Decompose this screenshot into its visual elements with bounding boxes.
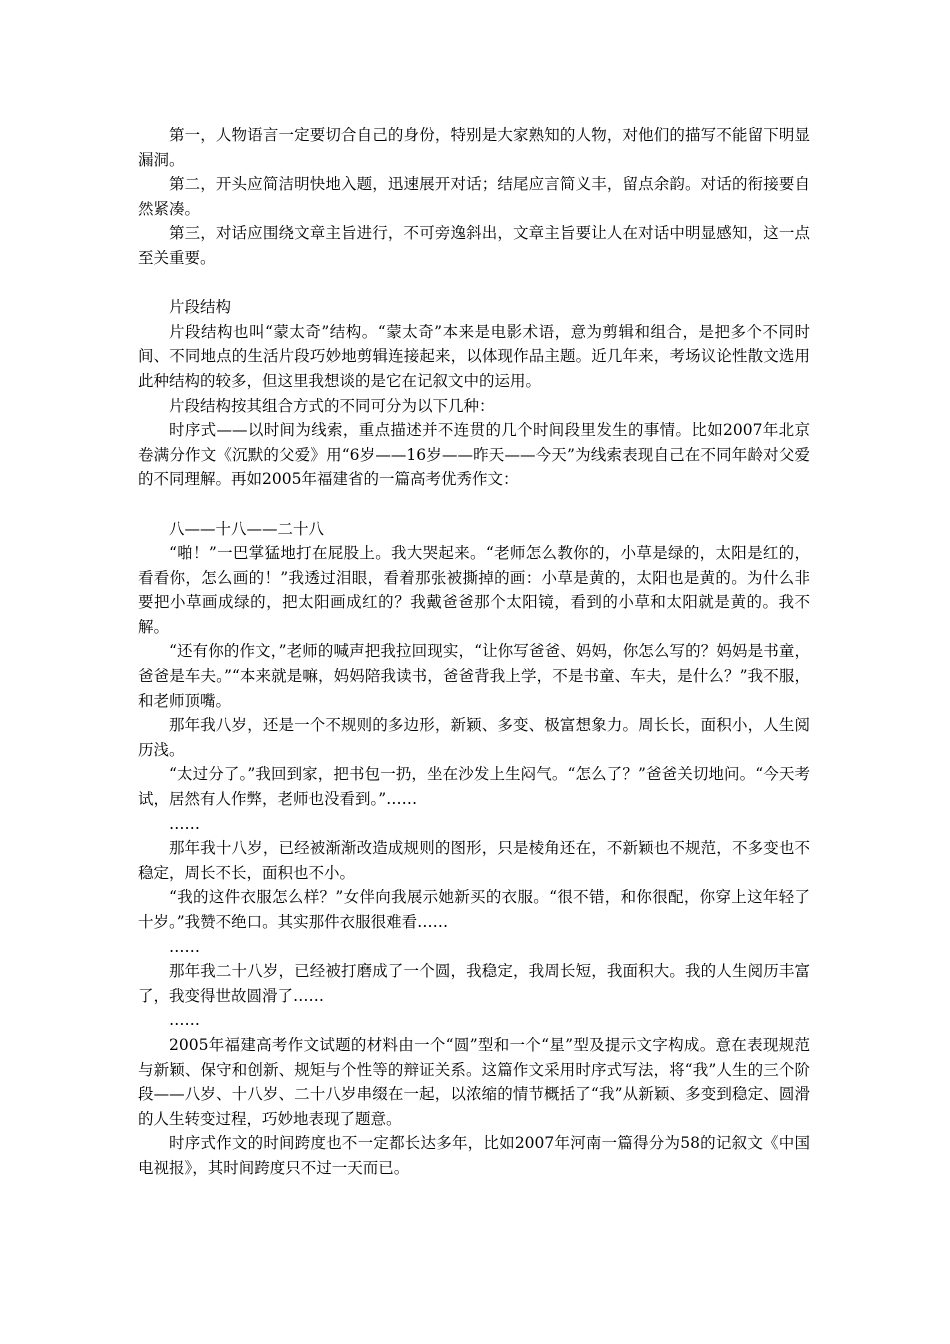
analysis-paragraph-1: 2005年福建高考作文试题的材料由一个“圆”型和一个“星”型及提示文字构成。意在表现规范与新颖、保守和创新、规矩与个性等的辩证关系。这篇作文采用时序式写法，将“我”人生的三个阶段——八岁、十八岁、二十八岁串缀在一起，以浓缩的情节概括了“我”从新颖、多变到稳定、圆滑的人生转变过程，巧妙地表现了题意。: [138, 1035, 810, 1128]
essay-paragraph-3: 那年我八岁，还是一个不规则的多边形，新颖、多变、极富想象力。周长长，面积小，人生阅历浅。: [138, 716, 810, 759]
intro-point-2: 第二，开头应简洁明快地入题，迅速展开对话；结尾应言简义丰，留点余韵。对话的衔接要自然紧凑。: [138, 175, 810, 218]
intro-point-3: 第三，对话应围绕文章主旨进行，不可旁逸斜出，文章主旨要让人在对话中明显感知，这一点至关重要。: [138, 224, 810, 267]
section-paragraph-2: 片段结构按其组合方式的不同可分为以下几种：: [169, 396, 495, 415]
essay-paragraph-7: 那年我二十八岁，已经被打磨成了一个圆，我稳定，我周长短，我面积大。我的人生阅历丰富了，我变得世故圆滑了……: [138, 962, 810, 1005]
section-paragraph-1: 片段结构也叫“蒙太奇”结构。“蒙太奇”本来是电影术语，意为剪辑和组合，是把多个不同时间、不同地点的生活片段巧妙地剪辑连接起来，以体现作品主题。近几年来，考场议论性散文选用此种结构的较多，但这里我想谈的是它在记叙文中的运用。: [138, 322, 810, 390]
essay-paragraph-5: 那年我十八岁，已经被渐渐改造成规则的图形，只是棱角还在，不新颖也不规范，不多变也不稳定，周长不长，面积也不小。: [138, 839, 810, 882]
essay-ellipsis-3: ……: [169, 1011, 200, 1030]
essay-title: 八——十八——二十八: [169, 519, 325, 538]
essay-ellipsis-2: ……: [169, 937, 200, 956]
blank-line: [138, 492, 810, 517]
document-page: [138, 123, 810, 1181]
section-paragraph-3: 时序式——以时间为线索，重点描述并不连贯的几个时间段里发生的事情。比如2007年北京卷满分作文《沉默的父爱》用“6岁——16岁——昨天——今天”为线索表现自己在不同年龄对父爱的不同理解。再如2005年福建省的一篇高考优秀作文：: [138, 421, 810, 489]
essay-paragraph-6: “我的这件衣服怎么样？”女伴向我展示她新买的衣服。“很不错，和你很配，你穿上这年轻了十岁。”我赞不绝口。其实那件衣服很难看……: [138, 888, 810, 931]
essay-paragraph-1: “啪！”一巴掌猛地打在屁股上。我大哭起来。“老师怎么教你的，小草是绿的，太阳是红的，看看你，怎么画的！”我透过泪眼，看着那张被撕掉的画：小草是黄的，太阳也是黄的。为什么非要把小草画成绿的，把太阳画成红的？我戴爸爸那个太阳镜，看到的小草和太阳就是黄的。我不解。: [138, 544, 810, 636]
essay-ellipsis-1: ……: [169, 814, 200, 833]
analysis-paragraph-2: 时序式作文的时间跨度也不一定都长达多年，比如2007年河南一篇得分为58的记叙文《中国电视报》，其时间跨度只不过一天而已。: [138, 1134, 810, 1177]
essay-paragraph-4: “太过分了。”我回到家，把书包一扔，坐在沙发上生闷气。“怎么了？”爸爸关切地问。“今天考试，居然有人作弊，老师也没看到。”……: [138, 765, 810, 809]
section-title: 片段结构: [169, 298, 232, 317]
essay-paragraph-2: “还有你的作文，”老师的喊声把我拉回现实，“让你写爸爸、妈妈，你怎么写的？妈妈是书童，爸爸是车夫。”“本来就是嘛，妈妈陪我读书，爸爸背我上学，不是书童、车夫，是什么？”我不服，和老师顶嘴。: [138, 642, 810, 710]
blank-line: [138, 271, 810, 296]
intro-point-1: 第一，人物语言一定要切合自己的身份，特别是大家熟知的人物，对他们的描写不能留下明显漏洞。: [138, 126, 810, 169]
